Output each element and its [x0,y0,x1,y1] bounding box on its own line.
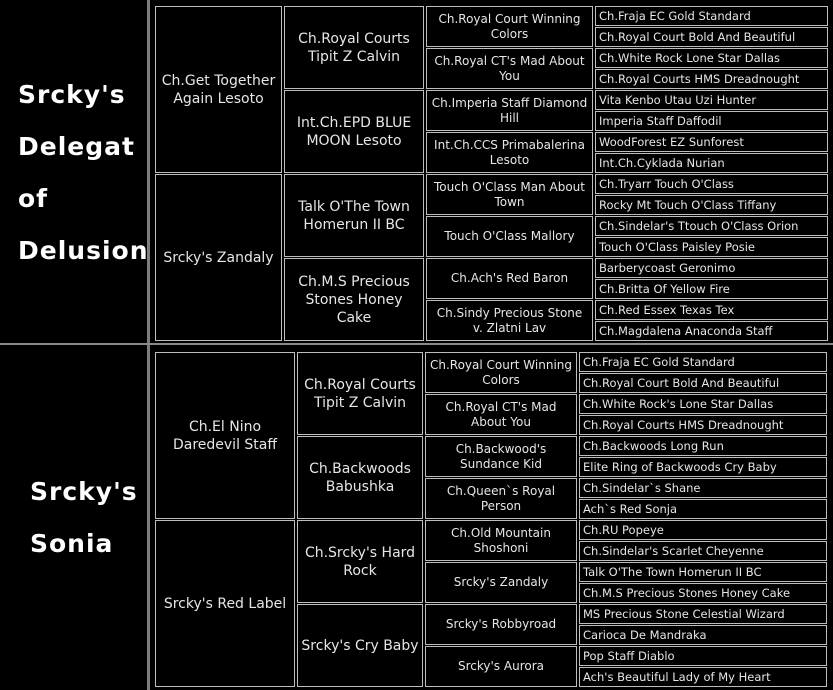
ancestor-gen4[interactable]: Ch.RU Popeye [579,520,827,540]
ancestor-gen4[interactable]: Ch.Royal Courts HMS Dreadnought [595,69,828,89]
grandparent[interactable]: Ch.M.S Precious Stones Honey Cake [284,258,424,341]
ancestor-gen4[interactable]: Int.Ch.Cyklada Nurian [595,153,828,173]
dog-name: Srcky's Sonia [30,476,138,558]
dog-name: Srcky's Delegat of Delusion [18,79,149,265]
ancestor-gen4[interactable]: Ch.Fraja EC Gold Standard [595,6,828,26]
grandparent[interactable]: Talk O'The Town Homerun II BC [284,174,424,257]
grandparent[interactable]: Srcky's Cry Baby [297,604,423,687]
great-grandparent[interactable]: Ch.Backwood's Sundance Kid [425,436,577,477]
great-grandparent[interactable]: Touch O'Class Mallory [426,216,593,257]
dam[interactable]: Srcky's Zandaly [155,174,282,341]
ancestor-gen4[interactable]: Carioca De Mandraka [579,625,827,645]
grandparent[interactable]: Ch.Royal Courts Tipit Z Calvin [297,352,423,435]
ancestor-gen4[interactable]: Touch O'Class Paisley Posie [595,237,828,257]
ancestor-gen4[interactable]: Ch.Magdalena Anaconda Staff [595,321,828,341]
ancestor-gen4[interactable]: Ch.Sindelar`s Shane [579,478,827,498]
pedigree-bottom [0,345,833,690]
great-grandparent[interactable]: Ch.Royal Court Winning Colors [425,352,577,393]
ancestor-gen4[interactable]: Ach's Beautiful Lady of My Heart [579,667,827,687]
great-grandparent[interactable]: Ch.Royal CT's Mad About You [425,394,577,435]
ancestor-gen4[interactable]: Ch.Royal Courts HMS Dreadnought [579,415,827,435]
great-grandparent[interactable]: Srcky's Aurora [425,646,577,687]
great-grandparent[interactable]: Srcky's Zandaly [425,562,577,603]
ancestor-gen4[interactable]: Imperia Staff Daffodil [595,111,828,131]
dog-name-panel [0,0,150,345]
grandparent[interactable]: Ch.Srcky's Hard Rock [297,520,423,603]
ancestor-gen4[interactable]: Pop Staff Diablo [579,646,827,666]
dam[interactable]: Srcky's Red Label [155,520,295,687]
ancestor-gen4[interactable]: Ch.White Rock's Lone Star Dallas [579,394,827,414]
great-grandparent[interactable]: Ch.Ach's Red Baron [426,258,593,299]
ancestor-gen4[interactable]: Ch.Red Essex Texas Tex [595,300,828,320]
ancestor-gen4[interactable]: WoodForest EZ Sunforest [595,132,828,152]
great-grandparent[interactable]: Ch.Royal Court Winning Colors [426,6,593,47]
ancestor-gen4[interactable]: Ch.Backwoods Long Run [579,436,827,456]
ancestor-gen4[interactable]: Ch.Britta Of Yellow Fire [595,279,828,299]
ancestor-gen4[interactable]: Ch.Royal Court Bold And Beautiful [579,373,827,393]
ancestor-gen4[interactable]: Ach`s Red Sonja [579,499,827,519]
grandparent[interactable]: Ch.Backwoods Babushka [297,436,423,519]
great-grandparent[interactable]: Ch.Royal CT's Mad About You [426,48,593,89]
ancestor-gen4[interactable]: Ch.Fraja EC Gold Standard [579,352,827,372]
great-grandparent[interactable]: Ch.Sindy Precious Stone v. Zlatni Lav [426,300,593,341]
sire[interactable]: Ch.El Nino Daredevil Staff [155,352,295,519]
ancestor-gen4[interactable]: MS Precious Stone Celestial Wizard [579,604,827,624]
ancestor-gen4[interactable]: Ch.Royal Court Bold And Beautiful [595,27,828,47]
ancestor-gen4[interactable]: Barberycoast Geronimo [595,258,828,278]
grandparent[interactable]: Int.Ch.EPD BLUE MOON Lesoto [284,90,424,173]
grandparent[interactable]: Ch.Royal Courts Tipit Z Calvin [284,6,424,89]
ancestor-gen4[interactable]: Ch.M.S Precious Stones Honey Cake [579,583,827,603]
ancestor-gen4[interactable]: Vita Kenbo Utau Uzi Hunter [595,90,828,110]
great-grandparent[interactable]: Ch.Old Mountain Shoshoni [425,520,577,561]
great-grandparent[interactable]: Srcky's Robbyroad [425,604,577,645]
dog-name-panel [0,345,150,690]
ancestor-gen4[interactable]: Rocky Mt Touch O'Class Tiffany [595,195,828,215]
great-grandparent[interactable]: Ch.Queen`s Royal Person [425,478,577,519]
sire[interactable]: Ch.Get Together Again Lesoto [155,6,282,173]
great-grandparent[interactable]: Ch.Imperia Staff Diamond Hill [426,90,593,131]
ancestor-gen4[interactable]: Talk O'The Town Homerun II BC [579,562,827,582]
great-grandparent[interactable]: Int.Ch.CCS Primabalerina Lesoto [426,132,593,173]
ancestor-gen4[interactable]: Ch.Tryarr Touch O'Class [595,174,828,194]
ancestor-gen4[interactable]: Ch.Sindelar's Ttouch O'Class Orion [595,216,828,236]
ancestor-gen4[interactable]: Elite Ring of Backwoods Cry Baby [579,457,827,477]
great-grandparent[interactable]: Touch O'Class Man About Town [426,174,593,215]
ancestor-gen4[interactable]: Ch.Sindelar's Scarlet Cheyenne [579,541,827,561]
ancestor-gen4[interactable]: Ch.White Rock Lone Star Dallas [595,48,828,68]
